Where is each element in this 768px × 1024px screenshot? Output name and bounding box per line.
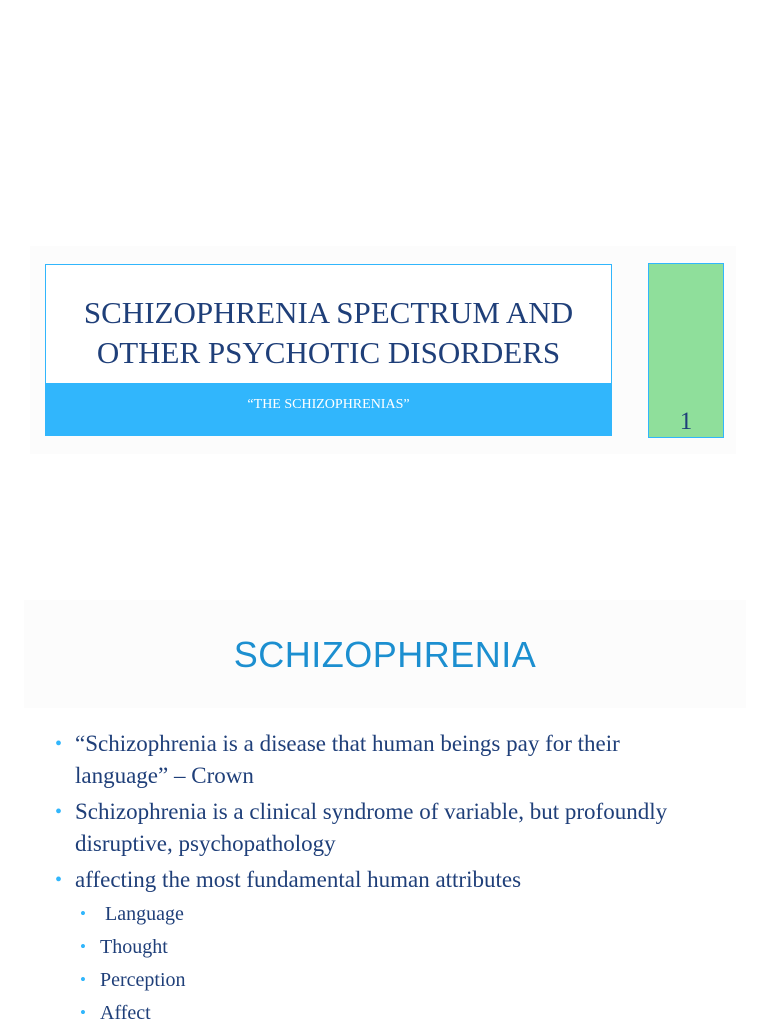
content-slide-header — [24, 600, 746, 708]
bullet-list — [0, 728, 768, 1024]
title-slide — [30, 246, 736, 454]
sub-bullet-text: Perception — [100, 969, 186, 991]
bullet-dot-icon: • — [55, 733, 63, 755]
sub-bullet-item — [80, 933, 768, 961]
bullet-item — [55, 864, 708, 896]
bullet-dot-icon: • — [80, 1003, 86, 1022]
bullet-dot-icon: • — [55, 869, 63, 891]
sub-bullet-item — [80, 999, 768, 1024]
slide-number-box — [648, 263, 724, 438]
sub-bullet-item — [80, 966, 768, 994]
bullet-text: affecting the most fundamental human attributes — [75, 867, 522, 892]
bullet-dot-icon: • — [80, 937, 86, 956]
bullet-dot-icon: • — [55, 801, 63, 823]
sub-bullet-text: Thought — [100, 936, 168, 958]
slide-subtitle: “THE SCHIZOPHRENIAS” — [247, 397, 410, 412]
bullet-text: “Schizophrenia is a disease that human beings pay for their language” – Crown — [75, 731, 620, 788]
sub-bullet-text: Affect — [100, 1002, 151, 1024]
sub-bullet-item — [80, 900, 768, 928]
title-box — [45, 264, 612, 436]
bullet-text: Schizophrenia is a clinical syndrome of variable, but profoundly disruptive, psychopathology — [75, 799, 668, 856]
bullet-dot-icon: • — [80, 970, 86, 989]
sub-bullet-text: Language — [100, 903, 184, 925]
subtitle-band — [46, 383, 611, 436]
content-slide-title: SCHIZOPHRENIA — [233, 634, 537, 675]
bullet-item — [55, 728, 708, 792]
slide-title: SCHIZOPHRENIA SPECTRUM AND OTHER PSYCHOTIC DISORDERS — [83, 295, 574, 370]
bullet-item — [55, 796, 708, 860]
bullet-dot-icon: • — [80, 904, 86, 923]
slide-number: 1 — [679, 408, 693, 435]
